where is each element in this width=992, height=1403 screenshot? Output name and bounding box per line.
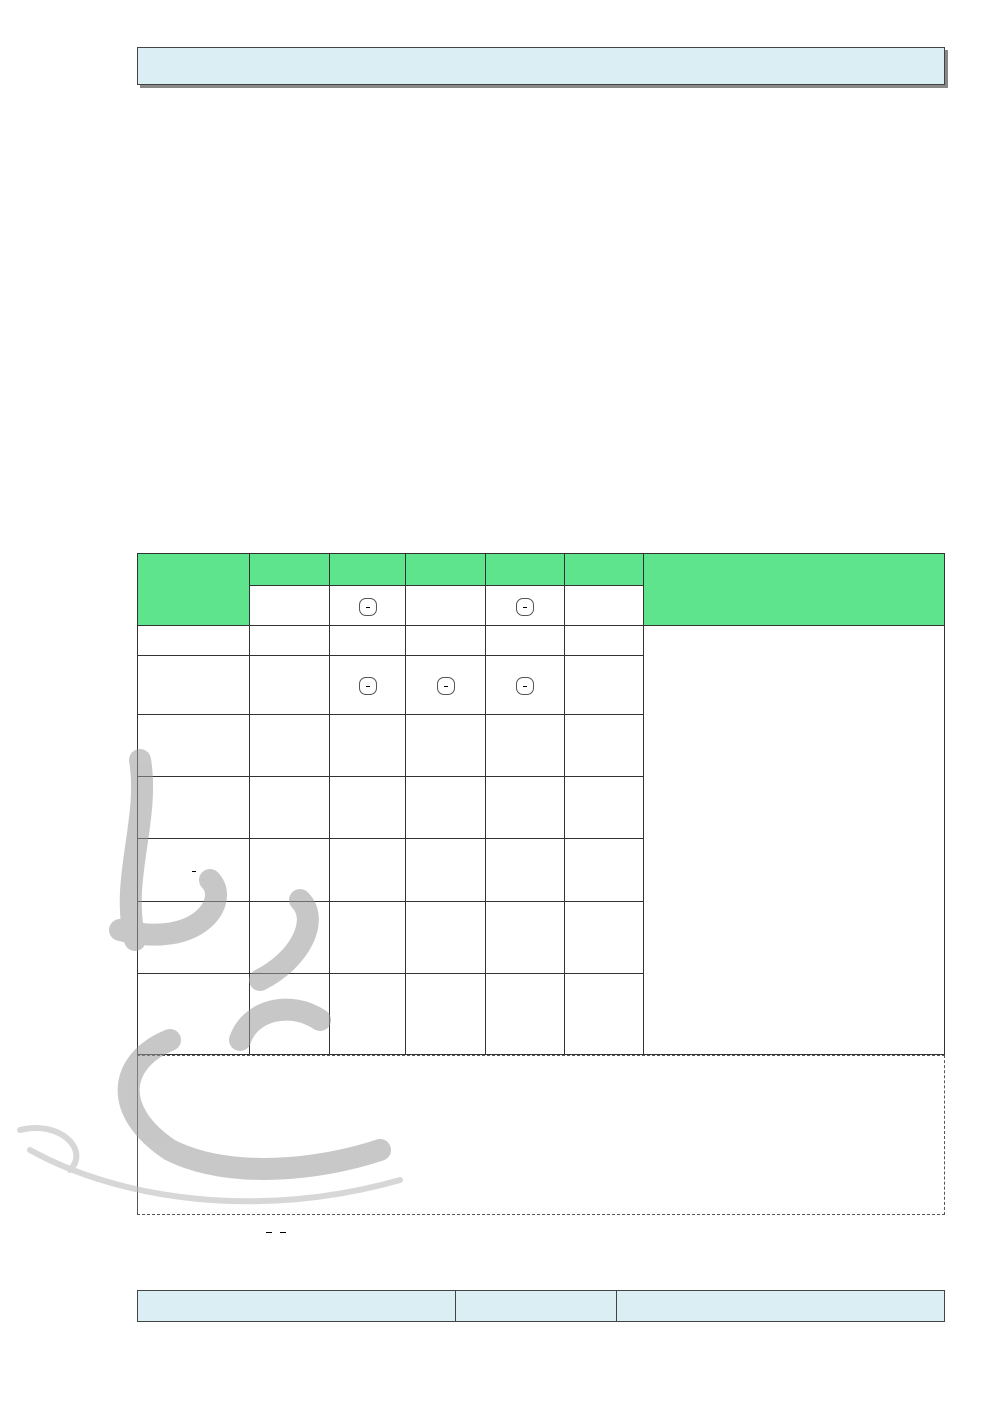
period-270-num [523,686,527,687]
current-90 [330,974,406,1055]
graphs-area [644,626,945,1055]
field-180 [406,714,486,776]
current-270 [486,974,565,1055]
flux-270 [486,777,565,839]
rad-90 [330,586,406,626]
field-270 [486,714,565,776]
flux-0 [250,777,330,839]
cycle-360 [565,626,644,656]
rad-90-num [366,607,370,608]
flux-360 [565,777,644,839]
current-0 [250,974,330,1055]
deg-270 [486,554,565,586]
deg-90 [330,554,406,586]
dphi-360 [565,839,644,901]
current-360 [565,974,644,1055]
cycle-270 [486,626,565,656]
emf-equation [262,1232,290,1233]
footer-wish-cell [138,1291,455,1321]
field-90 [330,714,406,776]
footer-page [455,1291,616,1321]
emf-360 [565,901,644,974]
period-label-cell [138,656,250,714]
eq-frac1-num [266,1232,272,1233]
header-banner [137,47,945,85]
deg-360 [565,554,644,586]
flux-180 [406,777,486,839]
rad-0 [250,586,330,626]
angle-header [138,554,250,626]
period-180-num [444,686,448,687]
dphi-label-cell [138,839,250,901]
current-label-cell [138,974,250,1055]
dphi-270 [486,839,565,901]
field-0 [250,714,330,776]
period-90-num [366,686,370,687]
graphs-header [644,554,945,626]
flux-90 [330,777,406,839]
properties-table [137,553,945,1055]
dphi-0 [250,839,330,901]
rad-270-num [523,607,527,608]
cycle-90 [330,626,406,656]
eq-frac2-num [280,1232,286,1233]
period-180 [406,656,486,714]
coil-figure-svg [140,152,940,512]
rad-270 [486,586,565,626]
page-footer [137,1290,945,1322]
rad-360 [565,586,644,626]
cycle-label [138,626,250,656]
deg-180 [406,554,486,586]
dphi-180 [406,839,486,901]
cycle-180 [406,626,486,656]
emf-180 [406,901,486,974]
derivation-box [137,1055,945,1215]
field-360 [565,714,644,776]
cycle-0 [250,626,330,656]
current-180 [406,974,486,1055]
period-270 [486,656,565,714]
rad-180 [406,586,486,626]
emf-90 [330,901,406,974]
deg-0 [250,554,330,586]
emf-270 [486,901,565,974]
field-label-cell [138,714,250,776]
dphi-num [192,871,196,872]
period-90 [330,656,406,714]
period-360 [565,656,644,714]
footer-chapter [616,1291,944,1321]
emf-label-cell [138,901,250,974]
graphs-svg [644,626,944,1050]
emf-0 [250,901,330,974]
flux-label-cell [138,777,250,839]
dphi-90 [330,839,406,901]
period-0 [250,656,330,714]
coil-rotation-figure [140,152,940,512]
